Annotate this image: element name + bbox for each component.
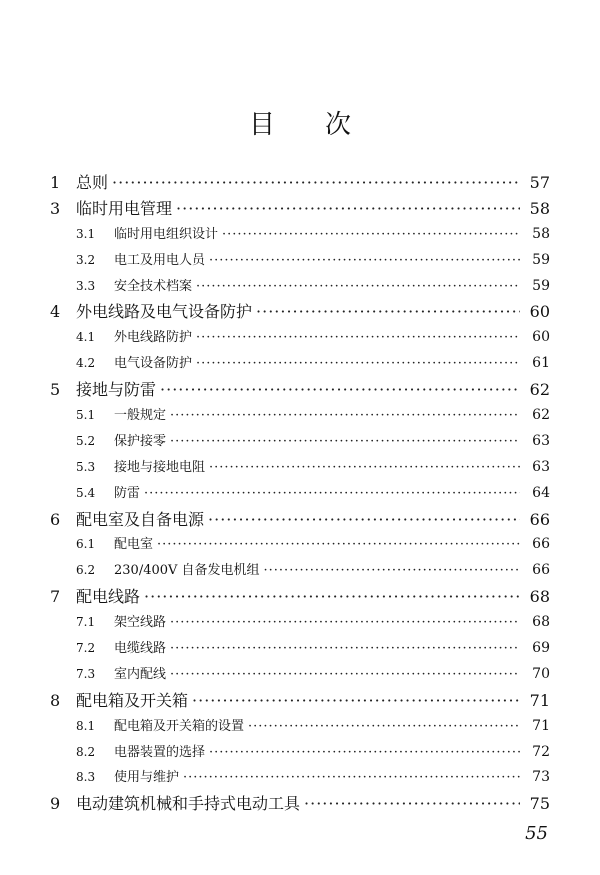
toc-section-entry[interactable]: [50, 481, 550, 507]
toc-chapter-entry[interactable]: [50, 584, 550, 610]
toc-entry-page: 60: [529, 302, 550, 322]
toc-chapter-entry[interactable]: [50, 170, 550, 196]
toc-section-entry[interactable]: [50, 455, 550, 481]
toc-chapter-entry[interactable]: [50, 196, 550, 222]
toc-entry-page: 69: [532, 640, 550, 657]
toc-entry-number: 9: [50, 794, 61, 814]
dot-leader: [209, 248, 520, 274]
toc-entry-title: 防雷: [114, 485, 141, 501]
dot-leader: [196, 351, 520, 377]
toc-entry-title: 接地与防雷: [76, 380, 157, 400]
dot-leader: [170, 636, 520, 662]
dot-leader: [264, 558, 520, 584]
toc-entry-title: 电动建筑机械和手持式电动工具: [76, 794, 301, 814]
toc-entry-page: 66: [532, 536, 550, 553]
toc-entry-title: 配电室: [114, 537, 154, 553]
title-char-1: 目: [248, 110, 275, 140]
dot-leader: [112, 170, 520, 196]
toc-section-entry[interactable]: [50, 610, 550, 636]
toc-entry-title: 临时用电组织设计: [114, 226, 219, 242]
toc-entry-page: 60: [532, 329, 550, 346]
table-of-contents: [50, 170, 550, 817]
dot-leader: [176, 196, 520, 222]
toc-section-entry[interactable]: [50, 558, 550, 584]
toc-section-entry[interactable]: [50, 325, 550, 351]
toc-entry-page: 57: [529, 173, 550, 192]
dot-leader: [256, 299, 520, 325]
dot-leader: [157, 532, 520, 558]
toc-entry-number: 6: [50, 509, 61, 529]
toc-entry-number: 7: [50, 587, 61, 607]
toc-section-entry[interactable]: [50, 636, 550, 662]
toc-entry-title: 配电室及自备电源: [76, 509, 205, 529]
toc-entry-title: 安全技术档案: [114, 278, 193, 294]
toc-section-entry[interactable]: [50, 740, 550, 766]
page-number: 55: [525, 823, 548, 844]
toc-entry-page: 70: [532, 665, 550, 682]
dot-leader: [192, 688, 520, 714]
dot-leader: [144, 481, 520, 507]
toc-entry-page: 58: [532, 225, 550, 242]
dot-leader: [222, 222, 520, 248]
toc-section-entry[interactable]: [50, 532, 550, 558]
toc-entry-page: 63: [532, 432, 550, 449]
toc-entry-number: 7.1: [76, 615, 96, 630]
dot-leader: [170, 610, 520, 636]
toc-chapter-entry[interactable]: [50, 507, 550, 533]
toc-entry-page: 68: [529, 587, 550, 607]
toc-section-entry[interactable]: [50, 714, 550, 740]
dot-leader: [248, 714, 520, 740]
toc-entry-number: 7.3: [76, 666, 96, 681]
dot-leader: [209, 740, 520, 766]
toc-entry-number: 5.4: [76, 485, 96, 500]
toc-entry-title: 外电线路及电气设备防护: [76, 302, 253, 322]
toc-entry-number: 7.2: [76, 641, 96, 656]
toc-entry-number: 1: [50, 173, 61, 192]
toc-entry-title: 配电线路: [76, 587, 141, 607]
toc-entry-page: 61: [532, 355, 550, 372]
dot-leader: [183, 765, 520, 791]
toc-entry-title: 架空线路: [114, 615, 167, 631]
toc-entry-number: 5.2: [76, 433, 96, 448]
toc-entry-title: 电工及用电人员: [114, 252, 206, 268]
dot-leader: [196, 274, 520, 300]
toc-entry-page: 68: [532, 614, 550, 631]
toc-entry-title: 230/400V 自备发电机组: [114, 563, 260, 579]
toc-entry-number: 4.1: [76, 330, 96, 345]
toc-entry-page: 58: [529, 198, 550, 218]
toc-entry-page: 71: [532, 717, 550, 734]
toc-entry-number: 5: [50, 380, 61, 400]
toc-entry-title: 外电线路防护: [114, 330, 193, 346]
toc-entry-page: 62: [529, 380, 550, 400]
toc-entry-title: 保护接零: [114, 433, 167, 449]
toc-entry-title: 配电箱及开关箱: [76, 690, 189, 710]
toc-section-entry[interactable]: [50, 429, 550, 455]
dot-leader: [209, 455, 520, 481]
toc-chapter-entry[interactable]: [50, 688, 550, 714]
toc-entry-title: 电缆线路: [114, 641, 167, 657]
toc-entry-number: 3.3: [76, 278, 96, 293]
toc-chapter-entry[interactable]: [50, 791, 550, 817]
toc-entry-number: 4: [50, 302, 61, 322]
toc-entry-page: 66: [532, 562, 550, 579]
toc-entry-number: 4.2: [76, 356, 96, 371]
toc-chapter-entry[interactable]: [50, 299, 550, 325]
toc-entry-title: 一般规定: [114, 408, 167, 424]
toc-chapter-entry[interactable]: [50, 377, 550, 403]
toc-entry-page: 71: [529, 690, 550, 710]
toc-entry-number: 6.1: [76, 537, 96, 552]
toc-entry-title: 配电箱及开关箱的设置: [114, 718, 245, 734]
dot-leader: [160, 377, 520, 403]
toc-entry-page: 64: [532, 484, 550, 501]
dot-leader: [304, 791, 520, 817]
dot-leader: [170, 429, 520, 455]
toc-entry-title: 临时用电管理: [76, 198, 173, 218]
toc-entry-page: 75: [529, 794, 550, 814]
dot-leader: [196, 325, 520, 351]
toc-section-entry[interactable]: [50, 662, 550, 688]
toc-section-entry[interactable]: [50, 222, 550, 248]
dot-leader: [170, 662, 520, 688]
toc-entry-number: 8.2: [76, 744, 96, 759]
toc-section-entry[interactable]: [50, 351, 550, 377]
title-char-2: 次: [325, 110, 352, 140]
toc-entry-number: 5.1: [76, 408, 96, 423]
toc-entry-title: 电器装置的选择: [114, 744, 206, 760]
toc-entry-page: 59: [532, 251, 550, 268]
toc-section-entry[interactable]: [50, 248, 550, 274]
toc-section-entry[interactable]: [50, 765, 550, 791]
dot-leader: [144, 584, 520, 610]
toc-entry-title: 电气设备防护: [114, 356, 193, 372]
toc-entry-number: 5.3: [76, 459, 96, 474]
toc-section-entry[interactable]: [50, 274, 550, 300]
toc-entry-number: 8: [50, 690, 61, 710]
toc-entry-number: 8.3: [76, 770, 96, 785]
toc-entry-title: 总则: [76, 173, 109, 192]
toc-entry-number: 3.2: [76, 252, 96, 267]
toc-entry-number: 6.2: [76, 563, 96, 578]
page-title: [0, 104, 600, 141]
toc-entry-title: 使用与维护: [114, 770, 180, 786]
toc-entry-number: 8.1: [76, 718, 96, 733]
toc-entry-page: 59: [532, 277, 550, 294]
toc-section-entry[interactable]: [50, 403, 550, 429]
dot-leader: [170, 403, 520, 429]
toc-entry-page: 72: [532, 743, 550, 760]
toc-entry-number: 3.1: [76, 226, 96, 241]
toc-entry-page: 66: [529, 509, 550, 529]
toc-entry-page: 62: [532, 407, 550, 424]
toc-entry-number: 3: [50, 198, 61, 218]
toc-entry-page: 73: [532, 769, 550, 786]
dot-leader: [208, 507, 520, 533]
toc-entry-title: 接地与接地电阻: [114, 459, 206, 475]
toc-entry-title: 室内配线: [114, 666, 167, 682]
toc-entry-page: 63: [532, 458, 550, 475]
